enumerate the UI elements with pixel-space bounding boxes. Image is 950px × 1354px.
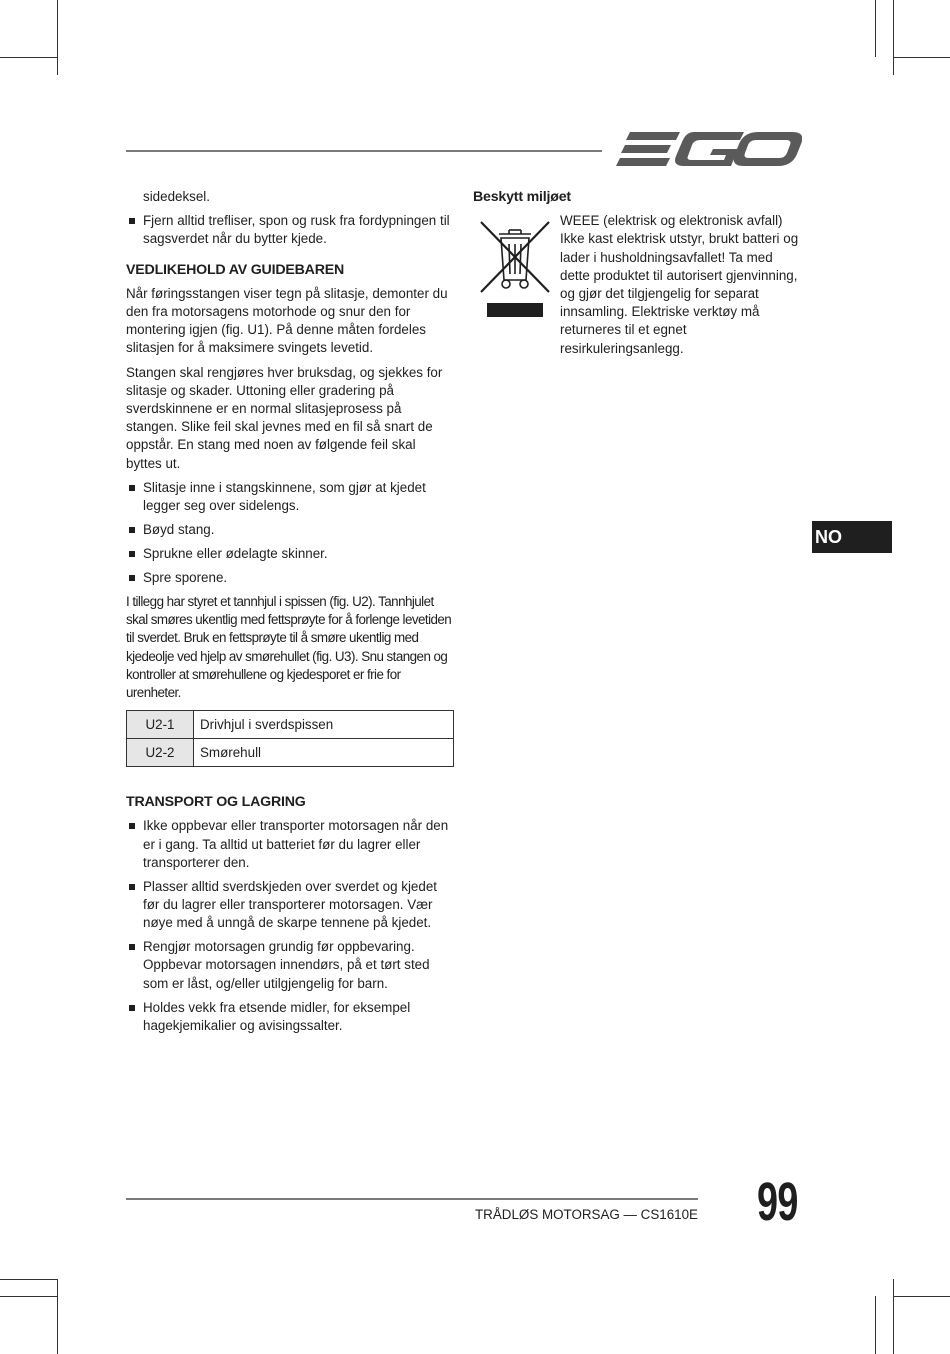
- intro-bullet-list: [126, 212, 454, 248]
- guidebar-paragraph-2: Stangen skal rengjøres hver bruksdag, og sjekkes for slitasje og skader. Uttoning eller gradering på sverdskinnene er en normal slitasjeprosess på stangen. Slike feil skal jevnes med en fil så snart de oppstår. En stang med noen av følgende feil skal byttes ut.: [126, 364, 443, 471]
- bullet-square-icon: [129, 527, 135, 533]
- bullet-square-icon: [129, 944, 135, 950]
- ego-logo: [616, 126, 802, 174]
- guidebar-paragraph-3: I tillegg har styret et tannhjul i spissen (fig. U2). Tannhjulet skal smøres ukentlig med fettsprøyte for å forlenge levetiden til sverdet. Bruk en fettsprøyte til å smøre ukentlig med kjedeolje ved hjelp av smørehullet (fig. U3). Snu stangen og kontroller at smørehullene og kjedesporet er frie for urenheter.: [126, 594, 452, 701]
- weee-block: [473, 212, 803, 358]
- footer-title: TRÅDLØS MOTORSAG — CS1610E: [475, 1207, 698, 1222]
- weee-description: WEEE (elektrisk og elektronisk avfall) Ikke kast elektrisk utstyr, brukt batteri og lader i husholdningsavfallet! Ta med dette produktet til autorisert gjenvinning, og gjør det tilgjengelig for separat innsamling. Elektriske verktøy må returneres til et egnet resirkuleringsanlegg.: [560, 213, 799, 356]
- part-code: U2-2: [127, 739, 194, 767]
- part-description: Drivhjul i sverdspissen: [194, 711, 454, 739]
- section-heading-environment: Beskytt miljøet: [473, 189, 571, 205]
- bullet-square-icon: [129, 551, 135, 557]
- crop-mark: [0, 1296, 57, 1297]
- crop-mark: [0, 1279, 57, 1280]
- list-item: Holdes vekk fra etsende midler, for eksempel hagekjemikalier og avisingssalter.: [126, 999, 454, 1035]
- guidebar-bullet-list: [126, 479, 454, 587]
- list-item: Plasser alltid sverdskjeden over sverdet og kjedet før du lagrer eller transporterer motorsagen. Vær nøye med å unngå de skarpe tennene på kjedet.: [126, 878, 454, 933]
- crop-mark: [893, 1279, 894, 1354]
- right-column: [473, 188, 803, 358]
- part-code: U2-1: [127, 711, 194, 739]
- section-heading-transport: TRANSPORT OG LAGRING: [126, 794, 306, 811]
- bullet-square-icon: [129, 823, 135, 829]
- crossed-out-wheelie-bin-icon: [473, 212, 560, 342]
- crop-mark: [893, 1296, 950, 1297]
- list-item: Spre sporene.: [126, 569, 454, 587]
- header-rule: [126, 150, 602, 152]
- parts-table: [126, 710, 454, 767]
- list-item: Sprukne eller ødelagte skinner.: [126, 545, 454, 563]
- table-row: [127, 711, 454, 739]
- crop-mark: [0, 57, 57, 58]
- crop-mark: [57, 1279, 58, 1354]
- transport-bullet-list: [126, 817, 454, 1035]
- page-number: 99: [757, 1172, 798, 1232]
- crop-mark: [893, 0, 894, 75]
- list-item: Rengjør motorsagen grundig før oppbevaring. Oppbevar motorsagen innendørs, på et tørt sted som er låst, og/eller utilgjengelig for barn.: [126, 938, 454, 993]
- crop-mark: [875, 1296, 876, 1354]
- section-heading-guidebar: VEDLIKEHOLD AV GUIDEBAREN: [126, 261, 345, 278]
- bullet-square-icon: [129, 485, 135, 491]
- table-row: [127, 739, 454, 767]
- left-column: [126, 188, 454, 1041]
- bullet-square-icon: [129, 218, 135, 224]
- guidebar-paragraph-1: Når føringsstangen viser tegn på slitasje, demonter du den fra motorsagens motorhode og snur den for montering igjen (fig. U1). På denne måten fordeles slitasjen for å maksimere svingets levetid.: [126, 285, 448, 356]
- crop-mark: [57, 0, 58, 75]
- list-item: Slitasje inne i stangskinnene, som gjør at kjedet legger seg over sidelengs.: [126, 479, 454, 515]
- intro-continuation: sidedeksel.: [143, 189, 210, 204]
- list-item: Bøyd stang.: [126, 521, 454, 539]
- bullet-square-icon: [129, 884, 135, 890]
- footer-rule: [126, 1198, 698, 1200]
- bullet-square-icon: [129, 575, 135, 581]
- crop-mark: [893, 57, 950, 58]
- part-description: Smørehull: [194, 739, 454, 767]
- list-item: Ikke oppbevar eller transporter motorsagen når den er i gang. Ta alltid ut batteriet før du lagrer eller transporterer den.: [126, 817, 454, 872]
- list-item: Fjern alltid trefliser, spon og rusk fra fordypningen til sagsverdet når du bytter kjede.: [126, 212, 454, 248]
- crop-mark: [875, 0, 876, 57]
- language-tab: NO: [812, 521, 892, 553]
- bullet-square-icon: [129, 1005, 135, 1011]
